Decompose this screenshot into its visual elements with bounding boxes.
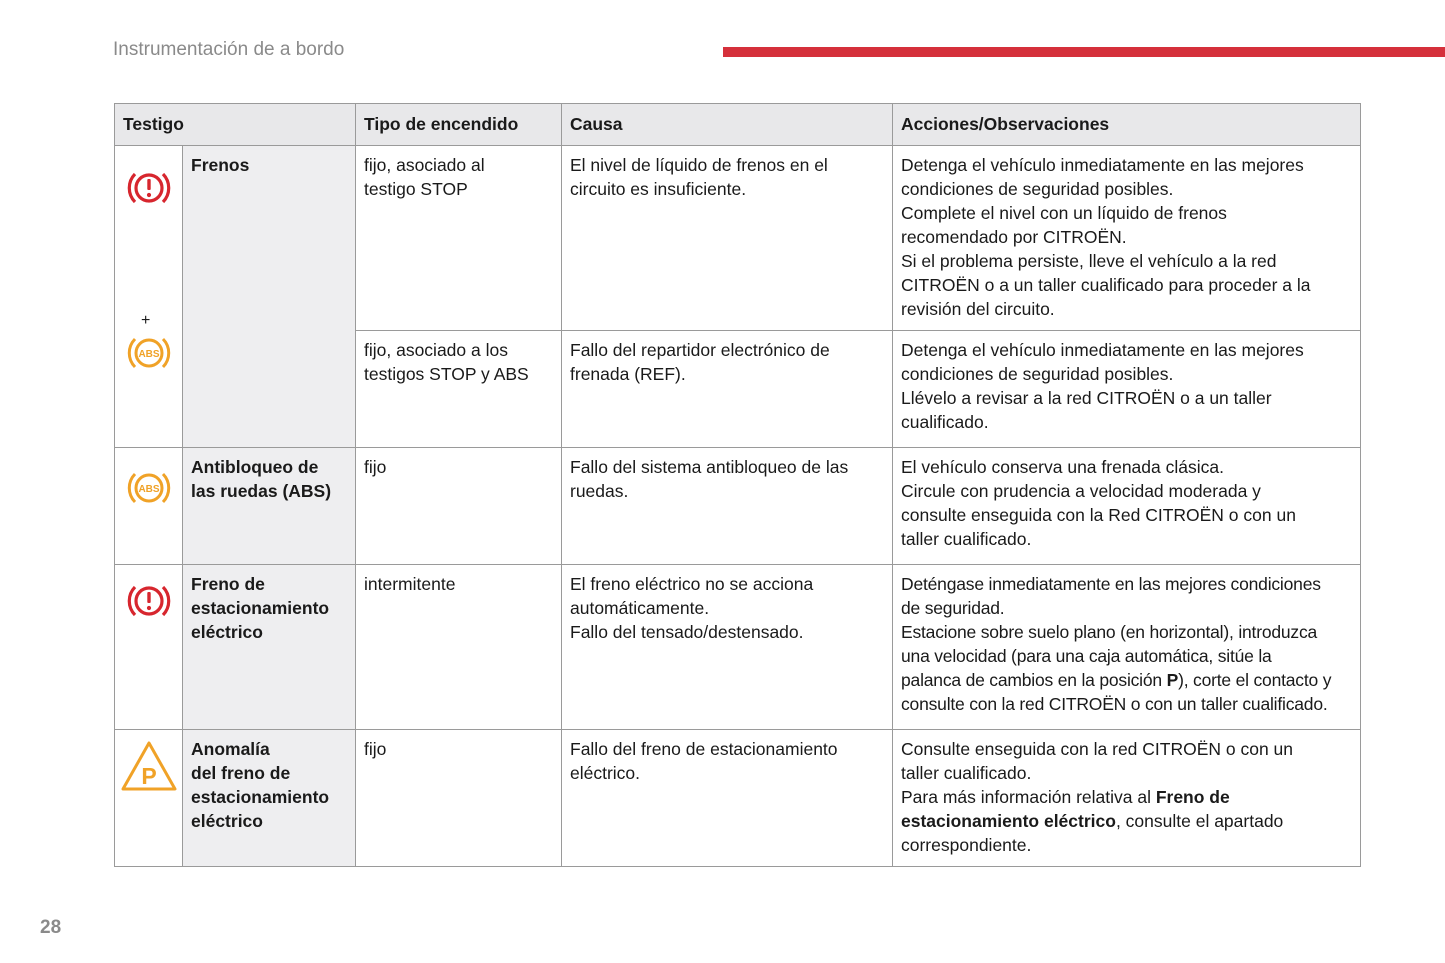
tipo-cell: fijo, asociado al testigo STOP: [356, 146, 562, 331]
table-row: [115, 565, 1361, 730]
icon-cell-frenos: [115, 146, 183, 448]
name-parking-fault: Anomalía del freno de estacionamiento eléctrico: [183, 730, 356, 867]
svg-text:ABS: ABS: [138, 349, 160, 360]
header-tipo: Tipo de encendido: [356, 104, 562, 146]
parking-brake-fault-amber-icon: [119, 739, 179, 799]
causa-cell: El freno eléctrico no se acciona automáticamente. Fallo del tensado/destensado.: [562, 565, 893, 730]
acciones-cell: Detenga el vehículo inmediatamente en las mejores condiciones de seguridad posibles. Llévelo a revisar a la red CITROËN o a un taller cualificado.: [893, 331, 1361, 448]
table-row: [115, 730, 1361, 867]
tipo-cell: intermitente: [356, 565, 562, 730]
causa-cell: El nivel de líquido de frenos en el circuito es insuficiente.: [562, 146, 893, 331]
acciones-cell: Deténgase inmediatamente en las mejores condiciones de seguridad. Estacione sobre suelo plano (en horizontal), introduzca una velocidad (para una caja automática, sitúe la palanca de cambios en la posición P), corte el contacto y consulte con la red CITROËN o con un taller cualificado.: [893, 565, 1361, 730]
icon-cell-abs: [115, 448, 183, 565]
header-testigo: Testigo: [115, 104, 356, 146]
brake-warning-red-icon: [124, 168, 174, 214]
table-row: [115, 448, 1361, 565]
table-row: [115, 146, 1361, 331]
causa-cell: Fallo del freno de estacionamiento eléctrico.: [562, 730, 893, 867]
page-number: 28: [40, 917, 62, 938]
tipo-cell: fijo, asociado a los testigos STOP y ABS: [356, 331, 562, 448]
table-header-row: [115, 104, 1361, 146]
acciones-cell: El vehículo conserva una frenada clásica. Circule con prudencia a velocidad moderada y consulte enseguida con la Red CITROËN o con un taller cualificado.: [893, 448, 1361, 565]
header-acciones: Acciones/Observaciones: [893, 104, 1361, 146]
warning-lights-table: [114, 103, 1361, 867]
brake-warning-red-icon: [124, 581, 174, 627]
name-parking-brake: Freno de estacionamiento eléctrico: [183, 565, 356, 730]
acciones-cell: Detenga el vehículo inmediatamente en las mejores condiciones de seguridad posibles. Complete el nivel con un líquido de frenos recomendado por CITROËN. Si el problema persiste, lleve el vehículo a la red CITROËN o a un taller cualificado para proceder a la revisión del circuito.: [893, 146, 1361, 331]
icon-cell-parking-brake: [115, 565, 183, 730]
causa-cell: Fallo del sistema antibloqueo de las ruedas.: [562, 448, 893, 565]
name-abs: Antibloqueo de las ruedas (ABS): [183, 448, 356, 565]
name-frenos: Frenos: [183, 146, 356, 448]
acciones-cell: Consulte enseguida con la red CITROËN o con un taller cualificado. Para más información relativa al Freno de estacionamiento eléctrico, consulte el apartado correspondiente.: [893, 730, 1361, 867]
tipo-cell: fijo: [356, 448, 562, 565]
header-causa: Causa: [562, 104, 893, 146]
abs-warning-amber-icon: [124, 333, 174, 379]
tipo-cell: fijo: [356, 730, 562, 867]
svg-text:P: P: [141, 763, 157, 789]
abs-warning-amber-icon: [124, 468, 174, 514]
icon-cell-parking-fault: [115, 730, 183, 867]
page-section-title: Instrumentación de a bordo: [113, 39, 345, 60]
svg-text:ABS: ABS: [138, 484, 160, 495]
causa-cell: Fallo del repartidor electrónico de frenada (REF).: [562, 331, 893, 448]
header-accent-bar: [723, 47, 1445, 57]
plus-sign: +: [141, 312, 151, 329]
